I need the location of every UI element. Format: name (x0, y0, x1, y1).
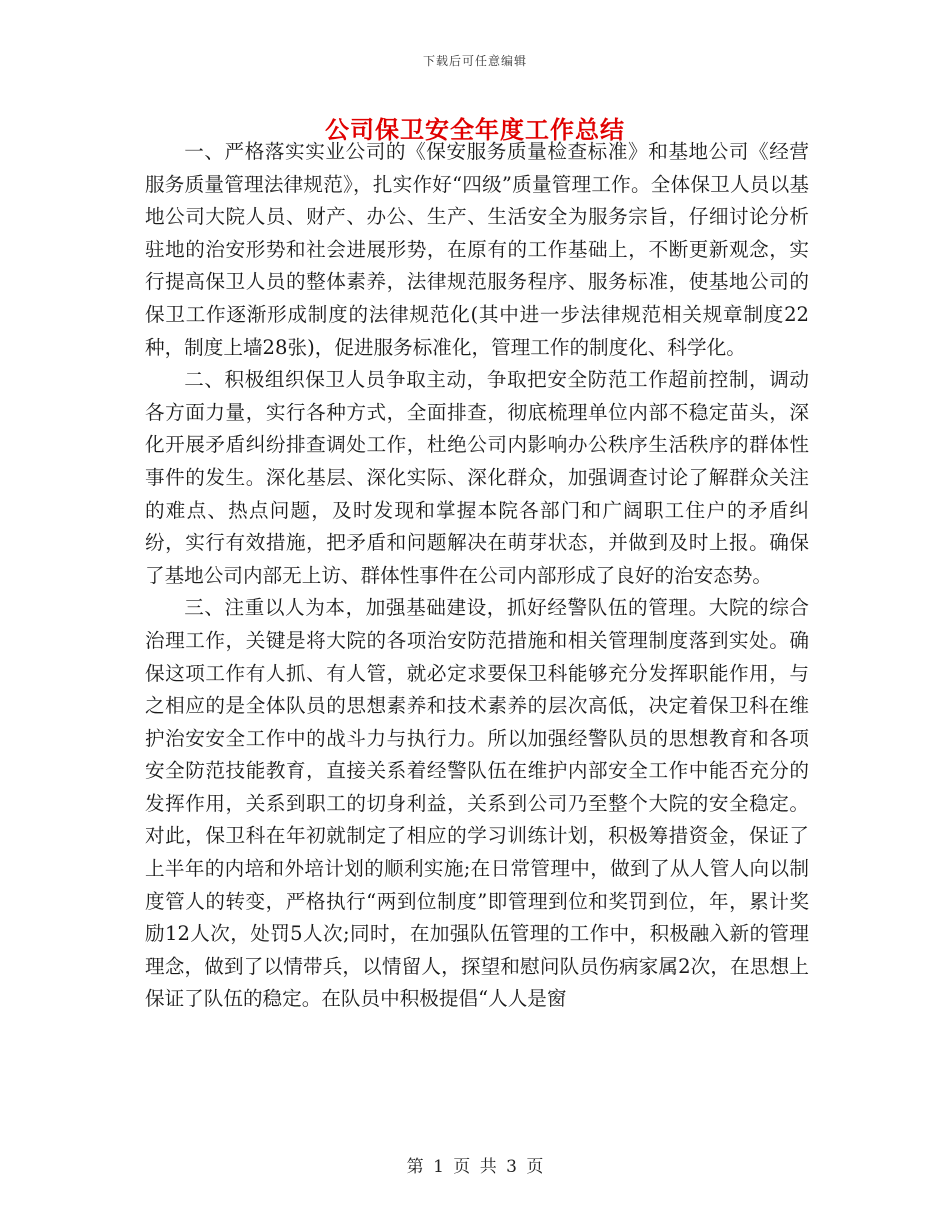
paragraph-2: 二、积极组织保卫人员争取主动，争取把安全防范工作超前控制，调动各方面力量，实行各种方式，全面排查，彻底梳理单位内部不稳定苗头，深化开展矛盾纠纷排查调处工作，杜绝公司内影响办公秩序生活秩序的群体性事件的发生。深化基层、深化实际、深化群众，加强调查讨论了解群众关注的难点、热点问题，及时发现和掌握本院各部门和广阔职工住户的矛盾纠纷，实行有效措施，把矛盾和问题解决在萌芽状态，并做到及时上报。确保了基地公司内部无上访、群体性事件在公司内部形成了良好的治安态势。 (145, 368, 809, 587)
paragraph-1: 一、严格落实实业公司的《保安服务质量检查标准》和基地公司《经营服务质量管理法律规范》，扎实作好“四级”质量管理工作。全体保卫人员以基地公司大院人员、财产、办公、生产、生活安全为服务宗旨，仔细讨论分析驻地的治安形势和社会进展形势，在原有的工作基础上，不断更新观念，实行提高保卫人员的整体素养，法律规范服务程序、服务标准，使基地公司的保卫工作逐渐形成制度的法律规范化(其中进一步法律规范相关规章制度22种，制度上墙28张)，促进服务标准化，管理工作的制度化、科学化。 (145, 140, 809, 359)
document-body (145, 136, 809, 1016)
document-title: 公司保卫安全年度工作总结 (325, 115, 625, 144)
page-number: 第 1 页 共 3 页 (406, 1157, 544, 1177)
header-note: 下载后可任意编辑 (422, 54, 527, 68)
paragraph-3: 三、注重以人为本，加强基础建设，抓好经警队伍的管理。大院的综合治理工作，关键是将大院的各项治安防范措施和相关管理制度落到实处。确保这项工作有人抓、有人管，就必定求要保卫科能够充分发挥职能作用，与之相应的是全体队员的思想素养和技术素养的层次高低，决定着保卫科在维护治安安全工作中的战斗力与执行力。所以加强经警队员的思想教育和各项安全防范技能教育，直接关系着经警队伍在维护内部安全工作中能否充分的发挥作用，关系到职工的切身利益，关系到公司乃至整个大院的安全稳定。对此，保卫科在年初就制定了相应的学习训练计划，积极筹措资金，保证了上半年的内培和外培计划的顺利实施;在日常管理中，做到了从人管人向以制度管人的转变，严格执行“两到位制度”即管理到位和奖罚到位，年，累计奖励12人次，处罚5人次;同时，在加强队伍管理的工作中，积极融入新的管理理念，做到了以情带兵，以情留人，探望和慰问队员伤病家属2次，在思想上保证了队伍的稳定。在队员中积极提倡“人人是窗 (145, 596, 809, 1011)
